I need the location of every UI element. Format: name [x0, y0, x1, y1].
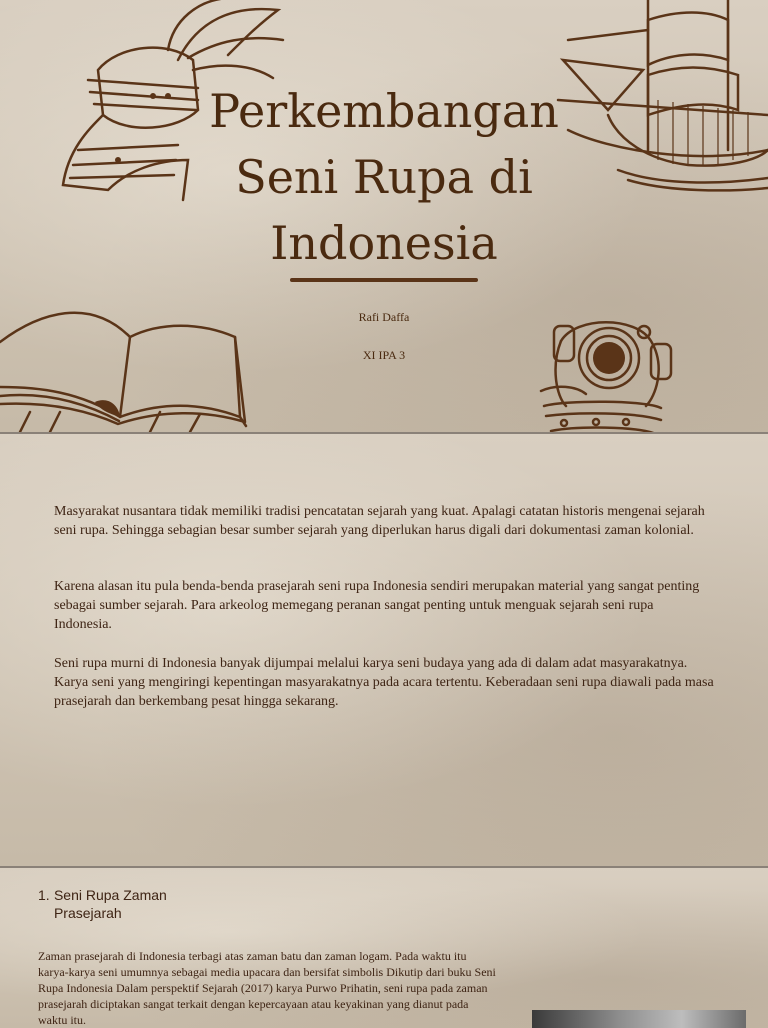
title-line-2: Seni Rupa di: [235, 150, 533, 204]
class-label: XI IPA 3: [362, 348, 406, 362]
section-number: 1.: [38, 887, 50, 903]
prehistoric-section-slide: [0, 868, 768, 1028]
intro-paragraph-1: Masyarakat nusantara tidak memiliki tradisi pencatatan sejarah yang kuat. Apalagi catatan historis mengenai sejarah seni rupa. Sehingga sebagian besar sumber sejarah yang diperlukan harus digali dari dokumentasi zaman kolonial.: [54, 504, 705, 538]
intro-paragraph-2: Karena alasan itu pula benda-benda prasejarah seni rupa Indonesia sendiri merupakan material yang sangat penting sebagai sumber sejarah. Para arkeolog memegang peranan sangat penting untuk menguak sejarah seni rupa Indonesia.: [54, 579, 700, 632]
section-photo: [532, 1010, 746, 1028]
section-title: Seni Rupa Zaman Prasejarah: [53, 887, 167, 921]
section-paragraph: Zaman prasejarah di Indonesia terbagi atas zaman batu dan zaman logam. Pada waktu itu karya-karya seni umumnya sebagai media upacara dan bersifat simbolis Dikutip dari buku Seni Rupa Indonesia Dalam perspektif Sejarah (2017) karya Purwo Prihatin, seni rupa pada zaman prasejarah diciptakan sangat terkait dengan kepercayaan atau keyakinan yang dianut pada waktu itu.: [38, 949, 496, 1027]
diving-helmet-icon: [536, 316, 676, 432]
section-heading: [38, 886, 238, 922]
presentation-title: [150, 78, 618, 276]
intro-slide: [0, 434, 768, 866]
title-line-3: Indonesia: [270, 216, 498, 270]
author-name: Rafi Daffa: [358, 310, 410, 324]
title-divider: [290, 278, 478, 282]
open-book-icon: [0, 292, 250, 432]
intro-paragraph-3: Seni rupa murni di Indonesia banyak dijumpai melalui karya seni budaya yang ada di dalam adat masyarakatnya. Karya seni yang mengiringi kepentingan masyarakatnya pada acara tertentu. Keberadaan seni rupa diawali pada masa prasejarah dan berkembang pesat hingga sekarang.: [54, 656, 714, 709]
title-slide: [0, 0, 768, 432]
title-line-1: Perkembangan: [209, 84, 559, 138]
